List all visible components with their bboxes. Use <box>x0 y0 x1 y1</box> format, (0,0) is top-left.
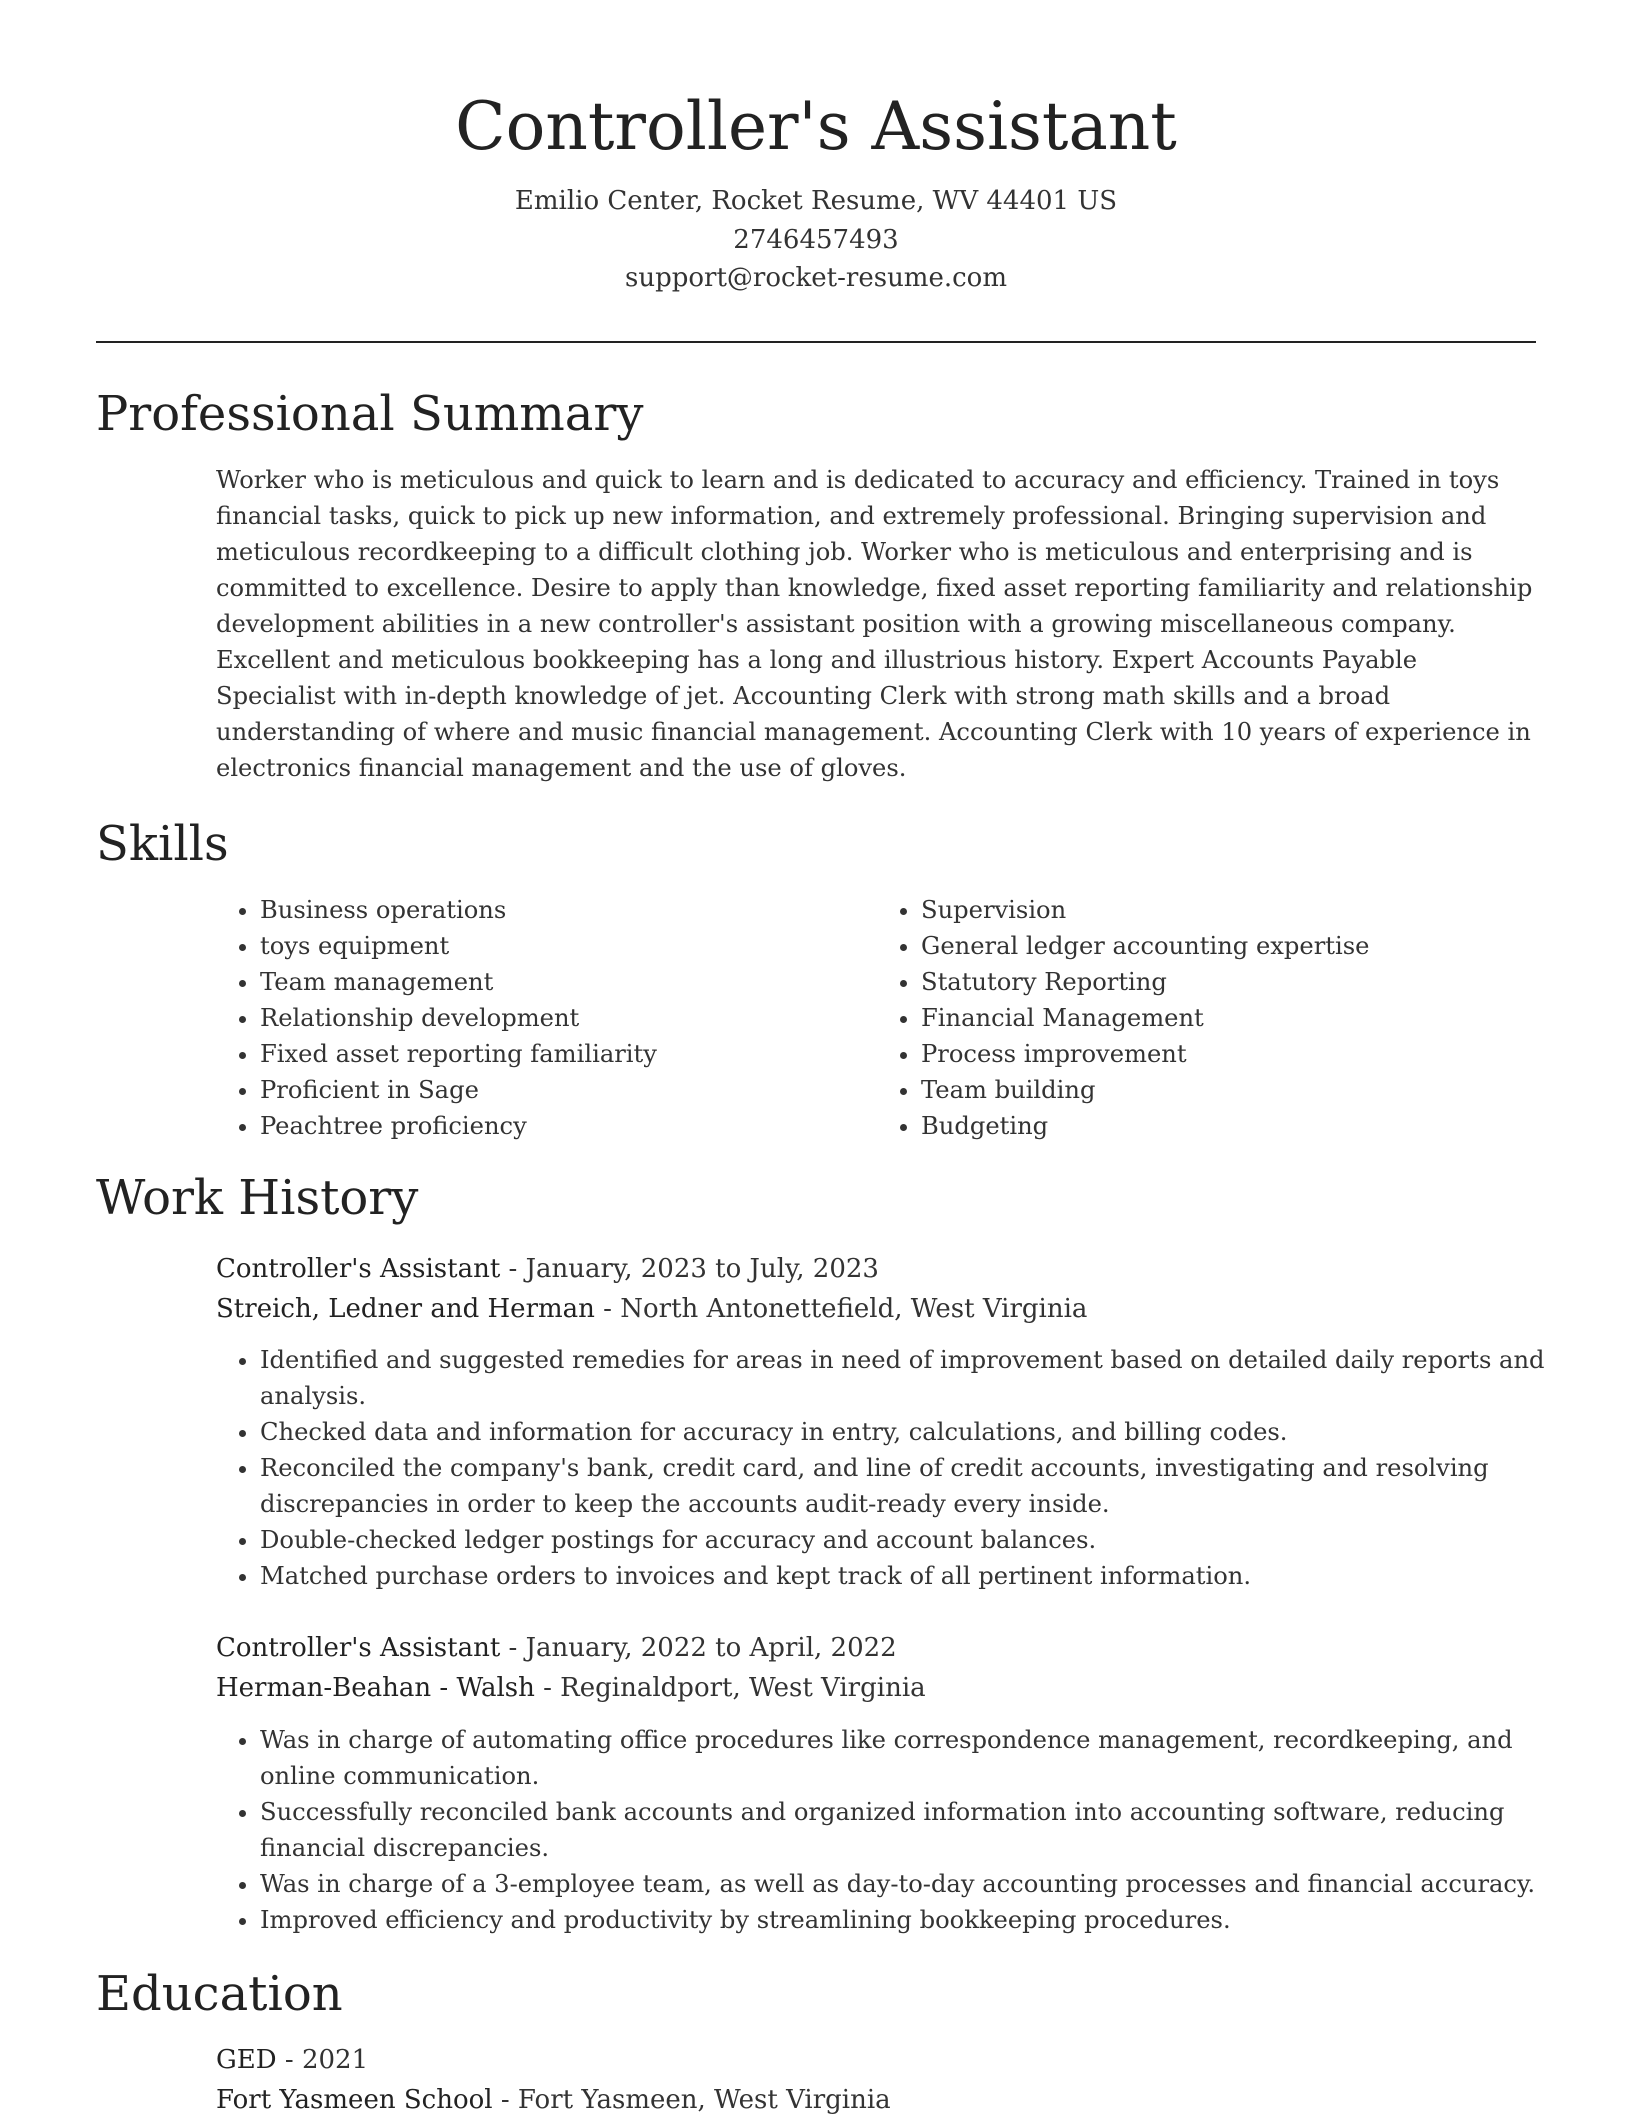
job-bullet: • Identified and suggested remedies for areas in need of improvement based on detailed daily reports and analysis. <box>260 1342 1582 1414</box>
education-separator: - <box>276 2045 302 2075</box>
job-2-company-separator: - <box>534 1673 561 1703</box>
job-bullet: • Was in charge of a 3-employee team, as well as day-to-day accounting processes and financial accuracy. <box>260 1866 1582 1902</box>
job-1-title-line <box>216 1249 1538 1289</box>
job-bullet: • Improved efficiency and productivity by streamlining bookkeeping procedures. <box>260 1902 1582 1938</box>
skill-item: • toys equipment <box>260 928 877 964</box>
job-1-dates: January, 2023 to July, 2023 <box>525 1254 879 1284</box>
job-2-bullets <box>216 1722 1582 1938</box>
section-heading-education: Education <box>96 1966 343 2022</box>
education-school: Fort Yasmeen School <box>216 2085 493 2115</box>
skill-item: • Team management <box>260 964 877 1000</box>
skill-item: • Supervision <box>921 892 1538 928</box>
job-2-title-line <box>216 1628 1538 1668</box>
job-1-bullets <box>216 1342 1582 1594</box>
skill-item: • Process improvement <box>921 1036 1538 1072</box>
skill-item: • Team building <box>921 1072 1538 1108</box>
contact-block <box>96 182 1536 298</box>
skill-item: • Proficient in Sage <box>260 1072 877 1108</box>
skill-item: • Statutory Reporting <box>921 964 1538 1000</box>
education-degree-line <box>216 2040 1538 2080</box>
job-2-separator: - <box>500 1633 526 1663</box>
job-bullet: • Matched purchase orders to invoices and kept track of all pertinent information. <box>260 1558 1582 1594</box>
job-2-title: Controller's Assistant <box>216 1633 501 1663</box>
skill-item: • General ledger accounting expertise <box>921 928 1538 964</box>
education-entry <box>216 2040 1538 2120</box>
skills-column-left <box>216 892 877 1144</box>
skill-item: • Financial Management <box>921 1000 1538 1036</box>
job-1-header <box>216 1249 1538 1329</box>
job-1-title: Controller's Assistant <box>216 1254 501 1284</box>
job-2-company: Herman-Beahan - Walsh <box>216 1673 535 1703</box>
skill-item: • Fixed asset reporting familiarity <box>260 1036 877 1072</box>
job-bullet: • Checked data and information for accuracy in entry, calculations, and billing codes. <box>260 1414 1582 1450</box>
contact-email: support@rocket-resume.com <box>624 263 1007 293</box>
job-1-separator: - <box>500 1254 526 1284</box>
contact-address: Emilio Center, Rocket Resume, WV 44401 US <box>514 186 1118 216</box>
job-2-dates: January, 2022 to April, 2022 <box>525 1633 897 1663</box>
skill-item: • Relationship development <box>260 1000 877 1036</box>
summary-paragraph: Worker who is meticulous and quick to learn and is dedicated to accuracy and efficiency. Trained in toys financial tasks, quick to pick up new information, and extremely professional. Bringing supervision and meticulous recordkeeping to a difficult clothing job. Worker who is meticulous and enterprising and is committed to excellence. Desire to apply than knowledge, fixed asset reporting familiarity and relationship development abilities in a new controller's assistant position with a growing miscellaneous company. Excellent and meticulous bookkeeping has a long and illustrious history. Expert Accounts Payable Specialist with in-depth knowledge of jet. Accounting Clerk with strong math skills and a broad understanding of where and music financial management. Accounting Clerk with 10 years of experience in electronics financial management and the use of gloves. <box>216 466 1533 782</box>
section-heading-skills: Skills <box>96 816 229 872</box>
resume-header <box>96 82 1536 298</box>
education-school-line <box>216 2080 1538 2120</box>
skills-list <box>216 892 1538 1144</box>
job-1-company-line <box>216 1289 1538 1329</box>
job-bullet: • Double-checked ledger postings for accuracy and account balances. <box>260 1522 1582 1558</box>
job-bullet: • Reconciled the company's bank, credit card, and line of credit accounts, investigating and resolving discrepancies in order to keep the accounts audit-ready every inside. <box>260 1450 1582 1522</box>
education-location: Fort Yasmeen, West Virginia <box>517 2085 891 2115</box>
job-bullet: • Successfully reconciled bank accounts and organized information into accounting software, reducing financial discrepancies. <box>260 1794 1582 1866</box>
header-divider <box>96 341 1536 343</box>
job-1-location: North Antonettefield, West Virginia <box>620 1294 1088 1324</box>
education-year: 2021 <box>301 2045 369 2075</box>
skill-item: • Budgeting <box>921 1108 1538 1144</box>
contact-phone: 2746457493 <box>733 224 899 255</box>
skill-item: • Business operations <box>260 892 877 928</box>
job-bullet: • Was in charge of automating office procedures like correspondence management, recordkeeping, and online communication. <box>260 1722 1582 1794</box>
section-heading-summary: Professional Summary <box>96 386 644 442</box>
section-heading-work-history: Work History <box>96 1170 419 1226</box>
job-1-company-separator: - <box>594 1294 621 1324</box>
page-title: Controller's Assistant <box>455 88 1177 165</box>
education-degree: GED <box>216 2045 277 2075</box>
job-2-company-line <box>216 1668 1538 1708</box>
job-2-header <box>216 1628 1538 1708</box>
skill-item: • Peachtree proficiency <box>260 1108 877 1144</box>
job-1-company: Streich, Ledner and Herman <box>216 1294 595 1324</box>
job-2-location: Reginaldport, West Virginia <box>560 1673 926 1703</box>
education-school-separator: - <box>492 2085 518 2115</box>
skills-column-right <box>877 892 1538 1144</box>
